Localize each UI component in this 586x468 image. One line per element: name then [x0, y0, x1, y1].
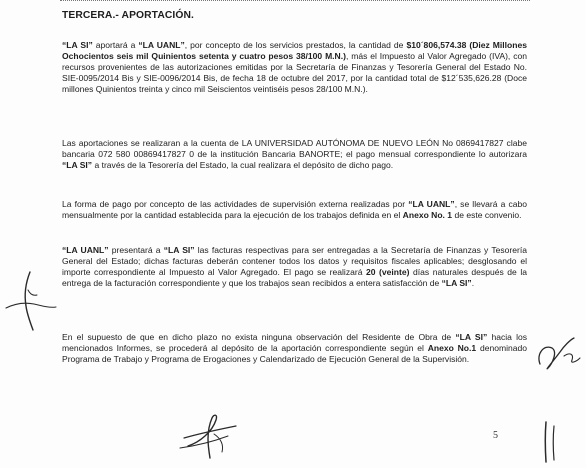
days-term: 20 (veinte) — [366, 266, 410, 277]
party-name: “LA SI” — [163, 245, 195, 255]
bottom-signature — [170, 408, 250, 464]
paragraph-payment-form: La forma de pago por concepto de las actividades de supervisión externa realizadas por “LA UANL”, se llevará a cabo mensualmente por la cantidad establecida para la ejecución de los trabajos definida en el Anexo No. 1 de este convenio. — [62, 199, 527, 220]
paragraph-invoices: “LA UANL” presentará a “LA SI” las facturas respectivas para ser entregadas a la Secretaría de Finanzas y Tesorería General del Estado; dichas facturas deberán contener todos los datos y requisitos fiscales aplicables; desglosando el importe correspondiente al Impuesto al Valor Agregado. El pago se realizará 20 (veinte) días naturales después de la entrega de la facturación correspondiente y que los trabajos sean recibidos a entera satisfacción de “LA SI”. — [62, 245, 527, 288]
page-number: 5 — [493, 430, 498, 441]
left-margin-signature — [0, 268, 60, 338]
party-name: “LA SI” — [455, 332, 488, 342]
annex-reference: Anexo No.1 — [427, 342, 477, 353]
paragraph-bank-account: Las aportaciones se realizaran a la cuenta de LA UNIVERSIDAD AUTÓNOMA DE NUEVO LEÓN No 0869417827 clabe bancaria 072 580 00869417827 0 de la institución Bancaria BANORTE; el pago mensual correspondiente lo autorizara “LA SI” a través de la Tesorería del Estado, la cual realizara el depósito de dicho pago. — [62, 138, 527, 170]
bottom-right-initials — [536, 418, 566, 466]
party-name: “LA SI” — [62, 159, 93, 170]
clause-heading: TERCERA.- APORTACIÓN. — [62, 10, 194, 21]
party-name: “LA UANL” — [138, 40, 185, 50]
party-name: “LA SI” — [441, 277, 472, 288]
party-name: “LA SI” — [62, 40, 93, 50]
paragraph-contribution-amount: “LA SI” aportará a “LA UANL”, por concepto de los servicios prestados, la cantidad de $10´806,574.38 (Diez Millones Ochocientos seis mil Quinientos setenta y cuatro pesos 38/100 M.N.), más el Impuesto al Valor Agregado (IVA), con recursos provenientes de las autorizaciones emitidas por la Secretaría de Finanzas y Tesorería General del Estado No. SIE-0095/2014 Bis y SIE-0096/2014 Bis, de fecha 18 de octubre del 2017, por la cantidad total de $12´535,626.28 (Doce millones Quinientos treinta y cinco mil Seiscientos veintiséis pesos 28/100 M.N.). — [62, 40, 527, 94]
paragraph-no-observation: En el supuesto de que en dicho plazo no exista ninguna observación del Residente de Obra de “LA SI” hacia los mencionados Informes, se procederá al depósito de la aportación correspondiente según el Anexo No.1 denominado Programa de Trabajo y Programa de Erogaciones y Calendarizado de Ejecución General de la Supervisión. — [62, 332, 527, 364]
annex-reference: Anexo No. 1 — [402, 209, 453, 220]
amount-text: $10´806,574.38 (Diez Millones Ochocientos seis mil Quinientos setenta y cuatro pesos 38/100 M.N.) — [62, 40, 527, 61]
party-name: “LA UANL” — [408, 199, 455, 209]
party-name: “LA UANL” — [62, 245, 109, 255]
cut-off-top-text — [60, 0, 530, 4]
right-margin-signature — [530, 330, 586, 380]
